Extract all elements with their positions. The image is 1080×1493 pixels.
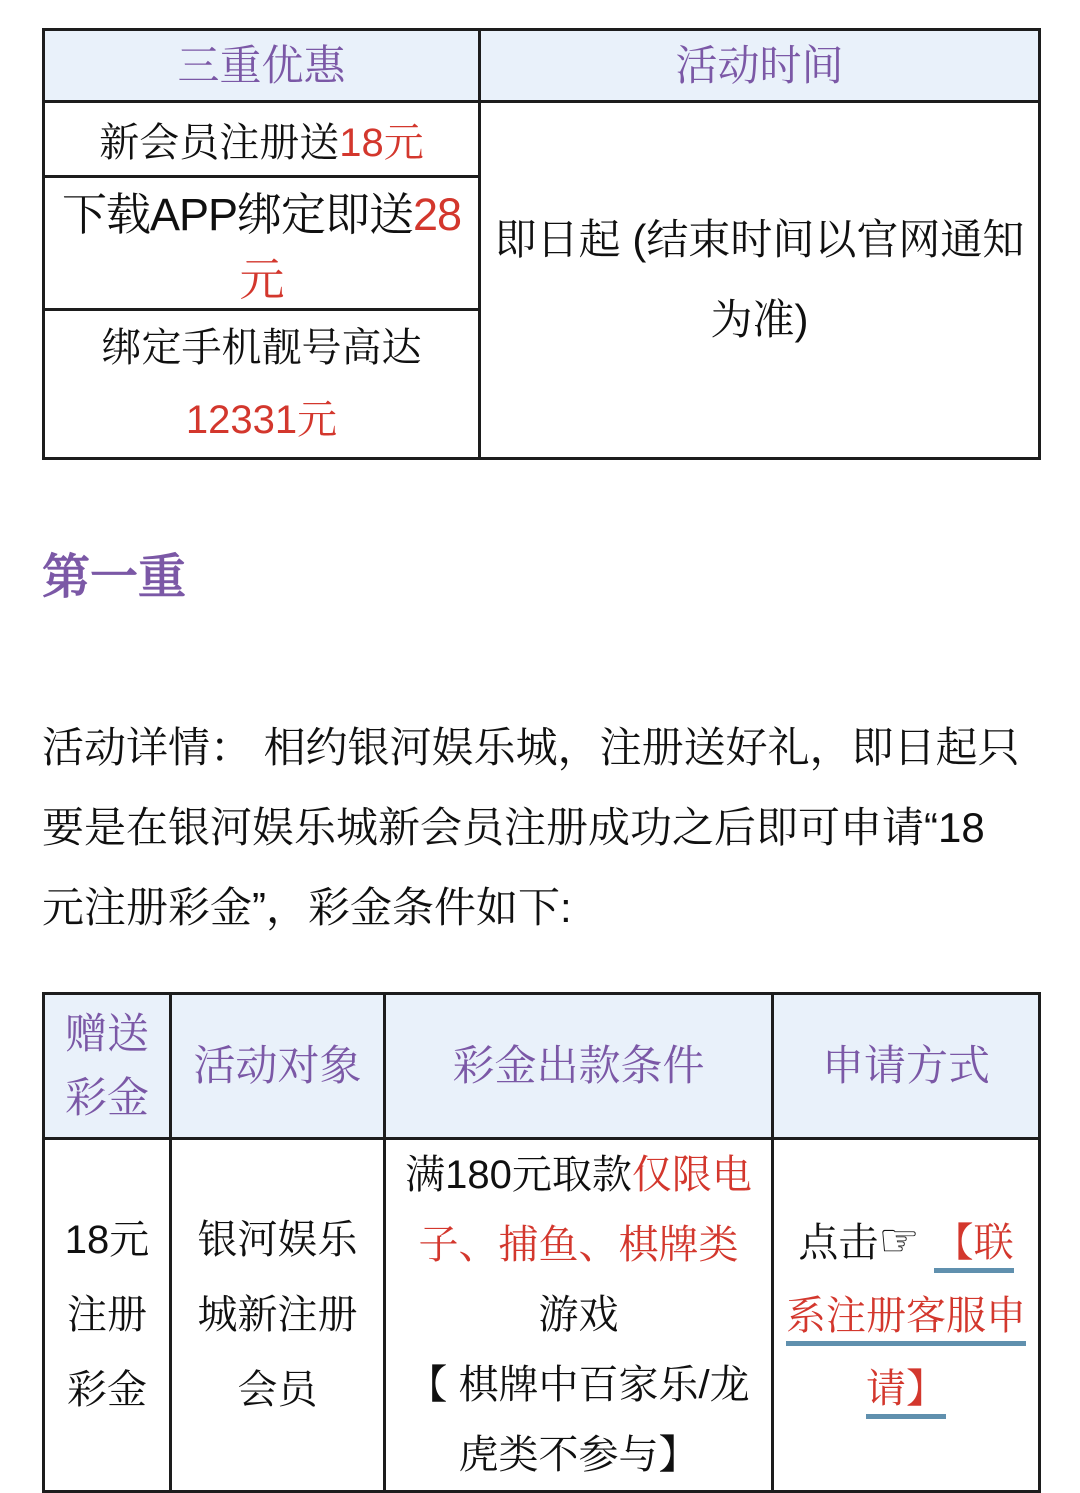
condition-line: 【 棋牌中百家乐/龙 bbox=[407, 1363, 750, 1407]
details-paragraph bbox=[42, 708, 1038, 948]
condition-line: 满180元取款仅限电 bbox=[405, 1153, 752, 1197]
col-header-apply-method: 申请方式 bbox=[773, 994, 1040, 1139]
contact-service-link[interactable]: 请】 bbox=[866, 1367, 946, 1419]
promo-summary-table bbox=[42, 28, 1041, 460]
apply-line bbox=[774, 1204, 1038, 1280]
details-line: 元注册彩金”，彩金条件如下: bbox=[42, 884, 572, 931]
activity-period-line: 为准) bbox=[710, 296, 809, 343]
condition-line: 子、捕鱼、棋牌类 bbox=[418, 1223, 739, 1267]
bonus-amount-cell bbox=[44, 1139, 171, 1492]
offer-amount: 12331元 bbox=[185, 398, 338, 442]
audience-line: 会员 bbox=[237, 1367, 318, 1412]
offer-amount: 28元 bbox=[239, 189, 462, 305]
condition-line: 虎类不参与】 bbox=[458, 1433, 699, 1477]
offer-text: 下载APP绑定即送 bbox=[61, 189, 413, 240]
apply-line bbox=[774, 1280, 1038, 1353]
offer-amount: 18元 bbox=[339, 120, 424, 165]
col-header-bonus: 赠送彩金 bbox=[44, 994, 171, 1139]
contact-service-link[interactable]: 系注册客服申 bbox=[786, 1294, 1026, 1346]
col-header-triple-offer: 三重优惠 bbox=[44, 30, 480, 102]
audience-line: 银河娱乐 bbox=[197, 1217, 358, 1262]
bonus-line: 18元 bbox=[64, 1217, 150, 1262]
promo-header-row bbox=[44, 30, 1040, 102]
col-header-withdraw-condition: 彩金出款条件 bbox=[385, 994, 773, 1139]
offer-text: 绑定手机靓号高达 bbox=[101, 326, 422, 370]
bonus-header-row bbox=[44, 994, 1040, 1139]
offer-app-cell bbox=[44, 177, 480, 310]
offer-text: 新会员注册送 bbox=[99, 120, 340, 165]
withdraw-condition-cell bbox=[385, 1139, 773, 1492]
contact-service-link[interactable]: 【联 bbox=[934, 1221, 1014, 1273]
offer-phone-cell bbox=[44, 310, 480, 459]
apply-method-cell bbox=[773, 1139, 1040, 1492]
pointing-hand-icon: ☞ bbox=[878, 1214, 920, 1266]
col-header-audience: 活动对象 bbox=[171, 994, 385, 1139]
activity-period-cell bbox=[480, 102, 1040, 459]
section-heading: 第一重 bbox=[42, 551, 187, 604]
table-row bbox=[44, 1139, 1040, 1492]
table-row bbox=[44, 102, 1040, 177]
details-line: 活动详情： 相约银河娱乐城，注册送好礼，即日起只 bbox=[42, 724, 1020, 771]
audience-cell bbox=[171, 1139, 385, 1492]
bonus-line: 彩金 bbox=[67, 1367, 147, 1412]
col-header-activity-time: 活动时间 bbox=[480, 30, 1040, 102]
activity-period-line: 即日起 (结束时间以官网通知 bbox=[494, 216, 1025, 263]
audience-line: 城新注册 bbox=[197, 1292, 358, 1337]
click-label: 点击 bbox=[798, 1221, 879, 1265]
bonus-line: 注册 bbox=[67, 1292, 147, 1337]
apply-line bbox=[774, 1353, 1038, 1426]
condition-line: 游戏 bbox=[538, 1293, 619, 1337]
offer-register-cell bbox=[44, 102, 480, 177]
bonus-detail-table bbox=[42, 992, 1041, 1493]
details-line: 要是在银河娱乐城新会员注册成功之后即可申请“18 bbox=[42, 804, 985, 851]
